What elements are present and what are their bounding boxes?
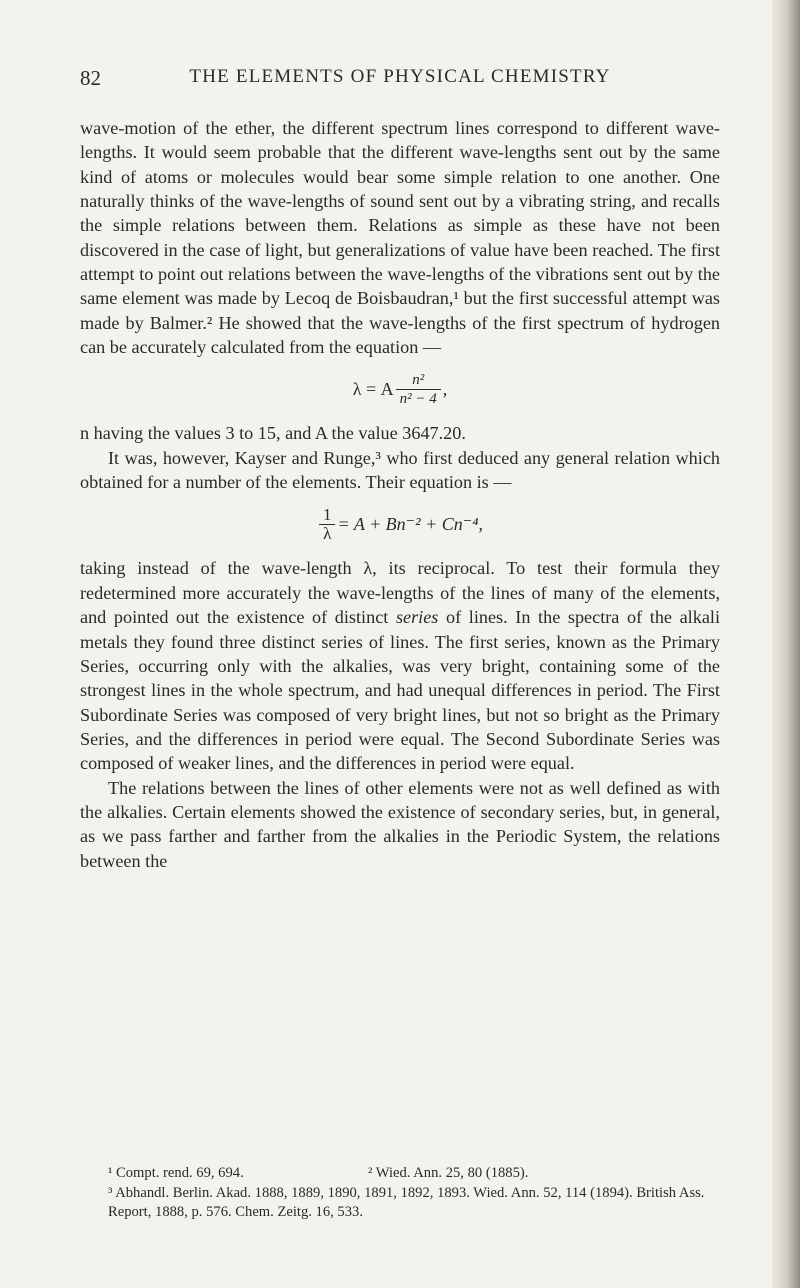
paragraph-4-part-a: taking instead of the wave-length λ, its reciprocal. To test their formula they redetermined more accurately the wave-lengths of the lines of many of the elements, and pointed out the existence of distinct: [80, 558, 720, 628]
balmer-numerator: n²: [412, 371, 425, 388]
paragraph-2: n having the values 3 to 15, and A the value 3647.20.: [80, 423, 466, 444]
kayser-runge-rhs: = A + Bn⁻² + Cn⁻⁴,: [337, 514, 483, 535]
reciprocal-fraction: [319, 506, 336, 543]
paragraph-3: It was, however, Kayser and Runge,³ who first deduced any general relation which obtained for a number of the elements. Their equation is —: [80, 447, 720, 493]
reciprocal-numerator: 1: [323, 504, 332, 524]
footnote-1: ¹ Compt. rend. 69, 694.: [108, 1165, 244, 1181]
paragraph-4-emphasis: series: [395, 607, 439, 628]
paragraph-1: wave-motion of the ether, the different spectrum lines correspond to different wave-lengths. It would seem probable that the different wave-lengths sent out by the same kind of atoms or molecules would bear some simple relation to one another. One naturally thinks of the wave-lengths of sound sent out by a vibrating string, and recalls the simple relations between them. Relations as simple as these have not been discovered in the case of light, but generalizations of value have been reached. The first attempt to point out relations between the wave-lengths of the vibrations sent out by the same element was made by Lecoq de Boisbaudran,¹ but the first successful attempt was made by Balmer.² He showed that the wave-lengths of the first spectrum of hydrogen can be accurately calculated from the equation —: [80, 118, 720, 358]
page-number: 82: [80, 66, 101, 90]
body-text: [80, 116, 720, 873]
balmer-trail: ,: [442, 379, 448, 400]
paragraph-4-part-b: of lines. In the spectra of the alkali metals they found three distinct series of lines. The first series, known as the Primary Series, occurring only with the alkalies, was very bright, containing some of the strongest lines in the whole spectrum, and had unequal differences in period. The First Subordinate Series was composed of very bright lines, but not so bright as the Primary Series, and the differences in period were equal. The Second Subordinate Series was composed of weaker lines, and the differences in period were equal.: [80, 607, 720, 774]
balmer-lhs: λ = A: [352, 379, 394, 400]
paragraph-5: The relations between the lines of other elements were not as well defined as with the alkalies. Certain elements showed the existence of secondary series, but, in general, as we pass farther and farther from the alkalies in the Periodic System, the relations between the: [80, 777, 720, 871]
reciprocal-denominator: λ: [319, 524, 335, 543]
footnote-2: ² Wied. Ann. 25, 80 (1885).: [368, 1165, 529, 1181]
balmer-denominator: n² − 4: [396, 389, 441, 408]
balmer-equation: [80, 361, 720, 417]
kayser-runge-equation: [80, 496, 720, 552]
footnotes: [80, 1164, 720, 1223]
paragraph-4: [80, 556, 720, 775]
balmer-fraction: [396, 371, 441, 408]
footnote-row-1: [80, 1164, 720, 1184]
footnote-3: ³ Abhandl. Berlin. Akad. 1888, 1889, 1890, 1891, 1892, 1893. Wied. Ann. 52, 114 (1894). British Ass. Report, 1888, p. 576. Chem. Zeitg. 16, 533.: [108, 1184, 705, 1220]
scan-shadow-edge: [772, 0, 800, 1288]
page-header: [80, 66, 720, 96]
running-head: THE ELEMENTS OF PHYSICAL CHEMISTRY: [189, 66, 611, 87]
